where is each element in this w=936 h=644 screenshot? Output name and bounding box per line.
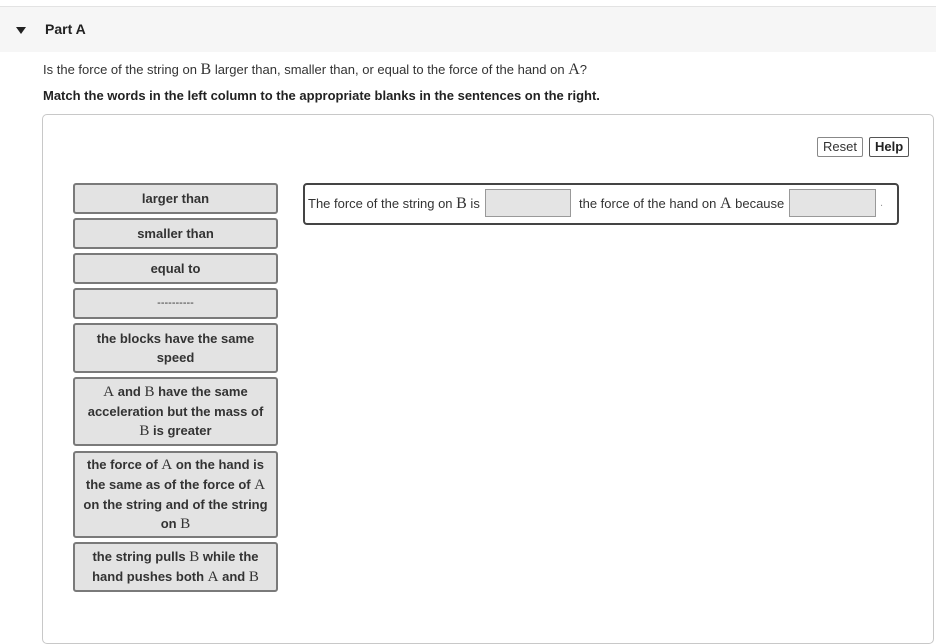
sentence-part-2: the force of the hand on A because — [579, 195, 785, 212]
collapse-triangle-icon[interactable] — [16, 27, 26, 34]
part-title: Part A — [45, 21, 86, 37]
part-header[interactable] — [0, 6, 936, 52]
instruction-text: Match the words in the left column to the appropriate blanks in the sentences on the right. — [43, 88, 600, 103]
word-equal-to[interactable]: equal to — [73, 253, 278, 284]
word-force-same[interactable]: the force of A on the hand is the same as of the force of A on the string and of the string on B — [73, 451, 278, 538]
question-text: Is the force of the string on B larger than, smaller than, or equal to the force of the hand on A? — [43, 61, 587, 78]
word-placeholder-dashes[interactable]: ---------- — [73, 288, 278, 319]
blank-2-dropzone[interactable] — [789, 189, 876, 217]
blank-1-dropzone[interactable] — [485, 189, 571, 217]
reset-button[interactable]: Reset — [817, 137, 863, 157]
word-same-speed[interactable]: the blocks have the same speed — [73, 323, 278, 373]
word-string-pulls[interactable]: the string pulls B while the hand pushes both A and B — [73, 542, 278, 592]
sentence-part-1: The force of the string on B is — [308, 195, 480, 212]
word-smaller-than[interactable]: smaller than — [73, 218, 278, 249]
sentence-period: . — [880, 197, 884, 209]
help-button[interactable]: Help — [869, 137, 909, 157]
word-larger-than[interactable]: larger than — [73, 183, 278, 214]
word-same-acceleration[interactable]: A and B have the same acceleration but the mass of B is greater — [73, 377, 278, 446]
